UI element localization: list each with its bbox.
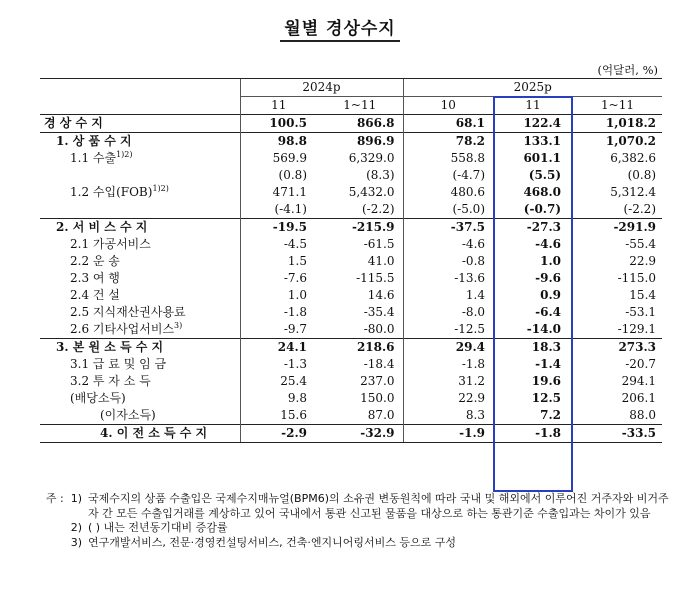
value-cell: -1.9: [403, 425, 493, 443]
row-label: [40, 304, 240, 321]
value-cell: 218.6: [317, 339, 403, 357]
value-cell: (0.8): [240, 167, 317, 184]
table-row: [40, 219, 662, 237]
value-cell: -1.3: [240, 356, 317, 373]
row-label: [40, 150, 240, 167]
table-row: [40, 390, 662, 407]
row-label-text: 경 상 수 지: [44, 116, 103, 130]
row-label: [40, 167, 240, 184]
value-cell: 237.0: [360, 374, 395, 388]
value-cell: (-4.1): [240, 201, 317, 219]
value-cell: -291.9: [573, 219, 662, 237]
table-row: [40, 321, 662, 339]
table-row: [40, 150, 662, 167]
table-row: [40, 287, 662, 304]
value-cell: 150.0: [360, 391, 395, 405]
table-row: [40, 304, 662, 321]
row-label-text: 2.6 기타사업서비스: [70, 322, 175, 336]
value-cell: 19.6: [531, 374, 562, 388]
row-label: [40, 339, 240, 357]
value-cell: -27.3: [493, 219, 573, 237]
row-label: [40, 373, 240, 390]
table-row: [40, 201, 662, 219]
value-cell: -12.5: [403, 321, 493, 339]
unit-label: (억달러, %): [597, 63, 658, 77]
footnote-text: 연구개발서비스, 전문·경영컨설팅서비스, 건축·엔지니어링서비스 등으로 구성: [88, 535, 457, 549]
value-cell: (-2.2): [623, 202, 657, 216]
row-label: [40, 184, 240, 201]
value-cell: (-4.7): [403, 167, 493, 184]
value-cell: 5,432.0: [348, 185, 395, 199]
table-row: [40, 253, 662, 270]
value-cell: -20.7: [625, 357, 657, 371]
table-row: [40, 236, 662, 253]
value-cell: 87.0: [367, 408, 395, 422]
footnote-prefix: 주 :: [45, 492, 64, 505]
value-cell: 24.1: [240, 339, 317, 357]
header-2024: 2024p: [240, 79, 403, 97]
row-label-text: 3.1 급 료 및 임 금: [70, 357, 167, 371]
footnote-marker: 1)2): [152, 184, 169, 193]
value-cell: 601.1: [523, 151, 562, 165]
value-cell: -19.5: [240, 219, 317, 237]
value-cell: -55.4: [625, 237, 657, 251]
value-cell: 100.5: [240, 115, 317, 133]
value-cell: 1.0: [540, 254, 562, 268]
footnotes: [24, 492, 674, 550]
row-label-text: (배당소득): [70, 391, 126, 405]
row-label-text: 2.5 지식재산권사용료: [70, 305, 186, 319]
value-cell: 15.4: [629, 288, 657, 302]
value-cell: 18.3: [493, 339, 573, 357]
value-cell: 88.0: [629, 408, 657, 422]
value-cell: -61.5: [363, 237, 395, 251]
value-cell: -215.9: [317, 219, 403, 237]
row-label: [40, 390, 240, 407]
col-header: 1~11: [343, 98, 377, 112]
value-cell: 22.9: [403, 390, 493, 407]
value-cell: 866.8: [317, 115, 403, 133]
value-cell: (5.5): [528, 168, 562, 182]
value-cell: 558.8: [403, 150, 493, 167]
col-header: 1~11: [601, 98, 634, 112]
value-cell: -80.0: [363, 322, 395, 336]
title-text: 월별 경상수지: [280, 19, 399, 42]
value-cell: 9.8: [240, 390, 317, 407]
value-cell: 206.1: [621, 391, 657, 405]
value-cell: 14.6: [367, 288, 395, 302]
value-cell: 6,329.0: [348, 151, 395, 165]
value-cell: 294.1: [621, 374, 657, 388]
value-cell: -33.5: [573, 425, 662, 443]
value-cell: -4.6: [403, 236, 493, 253]
row-label-text: 3. 본 원 소 득 수 지: [56, 340, 164, 354]
row-label-text: 2.4 건 설: [70, 288, 120, 302]
header-year-row: [40, 79, 662, 97]
value-cell: -18.4: [363, 357, 395, 371]
table-row: [40, 167, 662, 184]
value-cell: -35.4: [363, 305, 395, 319]
row-label-text: 1.2 수입(FOB): [70, 185, 153, 199]
value-cell: -9.7: [240, 321, 317, 339]
value-cell: -115.5: [356, 271, 395, 285]
header-blank-cell: [40, 79, 240, 115]
row-label-text: 1.1 수출: [70, 151, 117, 165]
row-label-text: (이자소득): [100, 408, 156, 422]
table-row: [40, 184, 662, 201]
value-cell: 12.5: [531, 391, 562, 405]
value-cell: -1.8: [403, 356, 493, 373]
footnote-3: [24, 536, 674, 551]
header-2025: 2025p: [403, 79, 662, 97]
row-label: [40, 356, 240, 373]
row-label: [40, 115, 240, 133]
row-label: [40, 201, 240, 219]
value-cell: 1.5: [240, 253, 317, 270]
row-label-text: 2.1 가공서비스: [70, 237, 151, 251]
value-cell: (-0.7): [523, 202, 562, 216]
row-label-text: 2.2 운 송: [70, 254, 120, 268]
value-cell: 5,312.4: [610, 185, 657, 199]
value-cell: 471.1: [240, 184, 317, 201]
row-label: [40, 407, 240, 425]
table-row: [40, 407, 662, 425]
footnote-2: [24, 521, 674, 536]
value-cell: 41.0: [367, 254, 395, 268]
value-cell: -2.9: [240, 425, 317, 443]
table-row: [40, 339, 662, 357]
value-cell: 0.9: [540, 288, 562, 302]
value-cell: 29.4: [403, 339, 493, 357]
table-row: [40, 270, 662, 287]
row-label: [40, 253, 240, 270]
value-cell: -1.8: [493, 425, 573, 443]
row-label: [40, 270, 240, 287]
table-row: [40, 373, 662, 390]
value-cell: 31.2: [403, 373, 493, 390]
row-label-text: 1. 상 품 수 지: [56, 134, 132, 148]
value-cell: (0.8): [627, 168, 657, 182]
footnote-1: [24, 492, 674, 521]
value-cell: -115.0: [617, 271, 657, 285]
value-cell: -4.6: [535, 237, 562, 251]
value-cell: 468.0: [523, 185, 562, 199]
value-cell: 15.6: [240, 407, 317, 425]
value-cell: 25.4: [240, 373, 317, 390]
value-cell: -4.5: [240, 236, 317, 253]
value-cell: 22.9: [629, 254, 657, 268]
value-cell: 896.9: [317, 133, 403, 151]
value-cell: -0.8: [403, 253, 493, 270]
row-label-text: 2. 서 비 스 수 지: [56, 220, 148, 234]
value-cell: 1.0: [240, 287, 317, 304]
row-label: [40, 133, 240, 151]
current-account-table: [40, 78, 662, 443]
row-label-text: 2.3 여 행: [70, 271, 120, 285]
value-cell: 273.3: [573, 339, 662, 357]
value-cell: -1.8: [240, 304, 317, 321]
value-cell: 569.9: [240, 150, 317, 167]
value-cell: -7.6: [240, 270, 317, 287]
table-row: [40, 115, 662, 133]
value-cell: (-2.2): [362, 202, 395, 216]
value-cell: -13.6: [403, 270, 493, 287]
footnote-key: 1): [70, 492, 82, 505]
row-label: [40, 425, 240, 443]
value-cell: 1,070.2: [573, 133, 662, 151]
value-cell: 480.6: [403, 184, 493, 201]
footnote-marker: 3): [174, 321, 183, 330]
footnote-marker: 1)2): [116, 150, 133, 159]
value-cell: 6,382.6: [610, 151, 657, 165]
value-cell: -32.9: [317, 425, 403, 443]
value-cell: -129.1: [617, 322, 657, 336]
row-label: [40, 321, 240, 339]
value-cell: 1.4: [403, 287, 493, 304]
col-header: 11: [525, 98, 541, 112]
table-body: [40, 115, 662, 443]
row-label-text: 3.2 투 자 소 득: [70, 374, 151, 388]
footnote-key: 2): [70, 521, 82, 534]
table-row: [40, 425, 662, 443]
col-header: 10: [403, 97, 493, 115]
value-cell: 133.1: [493, 133, 573, 151]
value-cell: -9.6: [535, 271, 562, 285]
row-label: [40, 219, 240, 237]
value-cell: (8.3): [366, 168, 395, 182]
value-cell: 68.1: [403, 115, 493, 133]
row-label-text: 4. 이 전 소 득 수 지: [100, 426, 208, 440]
value-cell: 7.2: [540, 408, 562, 422]
col-header: 11: [240, 97, 317, 115]
value-cell: 1,018.2: [573, 115, 662, 133]
value-cell: -8.0: [403, 304, 493, 321]
row-label: [40, 236, 240, 253]
value-cell: 78.2: [403, 133, 493, 151]
row-label: [40, 287, 240, 304]
footnote-key: 3): [70, 535, 82, 549]
value-cell: -6.4: [535, 305, 562, 319]
document-title: [0, 14, 680, 39]
table-row: [40, 356, 662, 373]
value-cell: 98.8: [240, 133, 317, 151]
value-cell: -37.5: [403, 219, 493, 237]
value-cell: -53.1: [625, 305, 657, 319]
value-cell: -14.0: [526, 322, 562, 336]
footnote-text: ( ) 내는 전년동기대비 증감률: [88, 521, 228, 534]
value-cell: 122.4: [493, 115, 573, 133]
footnote-text: 국제수지의 상품 수출입은 국제수지매뉴얼(BPM6)의 소유권 변동원칙에 따라 국내 및 해외에서 이루어진 거주자와 비거주자 간 모든 수출입거래를 계상하고 있어 국내에서 통관 신고된 물품을 대상으로 하는 통관기준 수출입과는 차이가 있음: [88, 492, 669, 520]
value-cell: (-5.0): [403, 201, 493, 219]
value-cell: -1.4: [535, 357, 562, 371]
value-cell: 8.3: [403, 407, 493, 425]
table-row: [40, 133, 662, 151]
